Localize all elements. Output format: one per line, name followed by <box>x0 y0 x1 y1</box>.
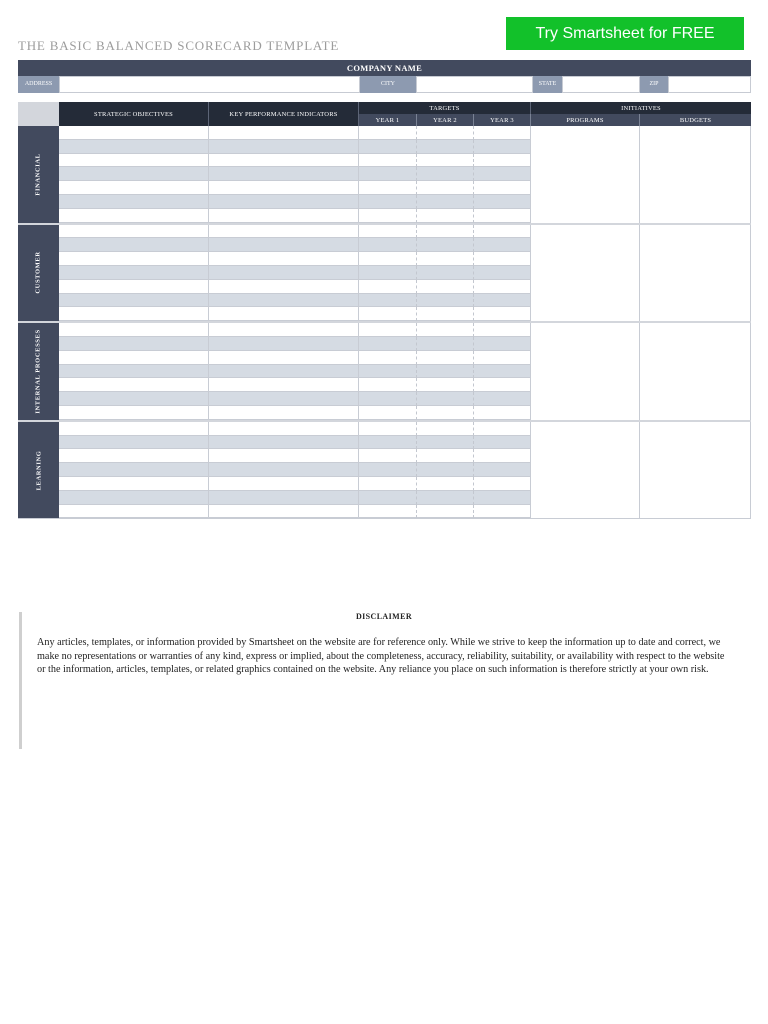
year2-cell[interactable] <box>417 252 474 266</box>
year2-cell[interactable] <box>417 280 474 294</box>
year2-cell[interactable] <box>417 266 474 280</box>
objective-cell[interactable] <box>59 378 209 392</box>
year3-cell[interactable] <box>474 378 531 392</box>
kpi-cell[interactable] <box>209 463 359 477</box>
address-label: ADDRESS <box>18 76 59 93</box>
city-field[interactable] <box>416 76 533 93</box>
year3-cell[interactable] <box>474 209 531 223</box>
col-year3: YEAR 3 <box>474 114 531 126</box>
kpi-cell[interactable] <box>209 181 359 195</box>
objective-cell[interactable] <box>59 477 209 491</box>
objective-cell[interactable] <box>59 491 209 505</box>
year2-cell[interactable] <box>417 365 474 379</box>
objective-cell[interactable] <box>59 209 209 223</box>
year1-cell[interactable] <box>359 140 417 154</box>
programs-cell[interactable] <box>531 422 640 519</box>
year3-cell[interactable] <box>474 252 531 266</box>
year3-cell[interactable] <box>474 505 531 519</box>
year2-cell[interactable] <box>417 505 474 519</box>
disclaimer-bar <box>19 612 22 749</box>
year3-cell[interactable] <box>474 422 531 436</box>
zip-label: ZIP <box>640 76 668 93</box>
year3-cell[interactable] <box>474 365 531 379</box>
state-field[interactable] <box>562 76 640 93</box>
programs-cell[interactable] <box>531 323 640 420</box>
year1-cell[interactable] <box>359 351 417 365</box>
year3-cell[interactable] <box>474 323 531 337</box>
kpi-cell[interactable] <box>209 449 359 463</box>
year2-cell[interactable] <box>417 167 474 181</box>
year1-cell[interactable] <box>359 491 417 505</box>
col-budgets: BUDGETS <box>640 114 751 126</box>
objective-cell[interactable] <box>59 392 209 406</box>
objective-cell[interactable] <box>59 323 209 337</box>
kpi-cell[interactable] <box>209 491 359 505</box>
year1-cell[interactable] <box>359 323 417 337</box>
kpi-cell[interactable] <box>209 307 359 321</box>
col-programs: PROGRAMS <box>531 114 640 126</box>
year2-cell[interactable] <box>417 209 474 223</box>
objective-cell[interactable] <box>59 449 209 463</box>
kpi-cell[interactable] <box>209 225 359 239</box>
year3-cell[interactable] <box>474 337 531 351</box>
objective-cell[interactable] <box>59 294 209 308</box>
kpi-cell[interactable] <box>209 477 359 491</box>
year1-cell[interactable] <box>359 378 417 392</box>
kpi-cell[interactable] <box>209 351 359 365</box>
section-label-financial <box>18 126 59 223</box>
year1-cell[interactable] <box>359 436 417 450</box>
year1-cell[interactable] <box>359 365 417 379</box>
year2-cell[interactable] <box>417 422 474 436</box>
budgets-cell[interactable] <box>640 225 751 322</box>
year1-cell[interactable] <box>359 154 417 168</box>
year2-cell[interactable] <box>417 181 474 195</box>
col-strategic-objectives: STRATEGIC OBJECTIVES <box>59 102 209 126</box>
year3-cell[interactable] <box>474 307 531 321</box>
year1-cell[interactable] <box>359 505 417 519</box>
year1-cell[interactable] <box>359 307 417 321</box>
year3-cell[interactable] <box>474 463 531 477</box>
kpi-cell[interactable] <box>209 167 359 181</box>
objective-cell[interactable] <box>59 181 209 195</box>
year1-cell[interactable] <box>359 167 417 181</box>
year2-cell[interactable] <box>417 154 474 168</box>
year3-cell[interactable] <box>474 126 531 140</box>
page-title: THE BASIC BALANCED SCORECARD TEMPLATE <box>18 38 340 53</box>
year3-cell[interactable] <box>474 392 531 406</box>
col-year2: YEAR 2 <box>417 114 474 126</box>
section-label-text: FINANCIAL <box>35 153 42 196</box>
col-year1: YEAR 1 <box>359 114 417 126</box>
kpi-cell[interactable] <box>209 406 359 420</box>
year3-cell[interactable] <box>474 225 531 239</box>
year2-cell[interactable] <box>417 126 474 140</box>
kpi-cell[interactable] <box>209 422 359 436</box>
kpi-cell[interactable] <box>209 209 359 223</box>
kpi-cell[interactable] <box>209 436 359 450</box>
objective-cell[interactable] <box>59 463 209 477</box>
year1-cell[interactable] <box>359 294 417 308</box>
kpi-cell[interactable] <box>209 266 359 280</box>
objective-cell[interactable] <box>59 280 209 294</box>
section-label-customer <box>18 225 59 322</box>
year1-cell[interactable] <box>359 406 417 420</box>
objective-cell[interactable] <box>59 195 209 209</box>
zip-field[interactable] <box>668 76 751 93</box>
objective-cell[interactable] <box>59 252 209 266</box>
year1-cell[interactable] <box>359 422 417 436</box>
year2-cell[interactable] <box>417 463 474 477</box>
year2-cell[interactable] <box>417 491 474 505</box>
year1-cell[interactable] <box>359 195 417 209</box>
kpi-cell[interactable] <box>209 126 359 140</box>
year3-cell[interactable] <box>474 449 531 463</box>
year2-cell[interactable] <box>417 323 474 337</box>
kpi-cell[interactable] <box>209 154 359 168</box>
year1-cell[interactable] <box>359 181 417 195</box>
year3-cell[interactable] <box>474 280 531 294</box>
year3-cell[interactable] <box>474 436 531 450</box>
year2-cell[interactable] <box>417 477 474 491</box>
year3-cell[interactable] <box>474 181 531 195</box>
section-label-internal-processes <box>18 323 59 420</box>
year3-cell[interactable] <box>474 167 531 181</box>
state-label: STATE <box>533 76 562 93</box>
programs-cell[interactable] <box>531 225 640 322</box>
year1-cell[interactable] <box>359 337 417 351</box>
kpi-cell[interactable] <box>209 392 359 406</box>
objective-cell[interactable] <box>59 337 209 351</box>
year3-cell[interactable] <box>474 406 531 420</box>
table-bottom-border <box>18 518 751 519</box>
section-label-text: INTERNAL PROCESSES <box>35 329 42 414</box>
year3-cell[interactable] <box>474 266 531 280</box>
year1-cell[interactable] <box>359 238 417 252</box>
kpi-cell[interactable] <box>209 337 359 351</box>
disclaimer-title: DISCLAIMER <box>355 612 412 621</box>
year2-cell[interactable] <box>417 436 474 450</box>
disclaimer-text: Any articles, templates, or information provided by Smartsheet on the website are for reference only. While we strive to keep the information up to date and correct, we make no representations or warranties of any kind, express or implied, about the completeness, accuracy, reliability, suitability, or availability with respect to the website or the information, articles, templates, or related graphics contained on the website. Any reliance you place on such information is therefore strictly at your own risk. <box>37 637 725 676</box>
kpi-cell[interactable] <box>209 140 359 154</box>
objective-cell[interactable] <box>59 154 209 168</box>
year3-cell[interactable] <box>474 491 531 505</box>
objective-cell[interactable] <box>59 266 209 280</box>
address-row <box>18 76 751 93</box>
year2-cell[interactable] <box>417 406 474 420</box>
col-initiatives: INITIATIVES <box>531 102 751 114</box>
year3-cell[interactable] <box>474 294 531 308</box>
objective-cell[interactable] <box>59 238 209 252</box>
year2-cell[interactable] <box>417 351 474 365</box>
kpi-cell[interactable] <box>209 294 359 308</box>
year3-cell[interactable] <box>474 195 531 209</box>
year1-cell[interactable] <box>359 463 417 477</box>
kpi-cell[interactable] <box>209 238 359 252</box>
year2-cell[interactable] <box>417 337 474 351</box>
budgets-cell[interactable] <box>640 126 751 223</box>
year1-cell[interactable] <box>359 266 417 280</box>
section-label-text: CUSTOMER <box>35 251 42 295</box>
year2-cell[interactable] <box>417 307 474 321</box>
budgets-cell[interactable] <box>640 422 751 519</box>
objective-cell[interactable] <box>59 126 209 140</box>
year1-cell[interactable] <box>359 225 417 239</box>
budgets-cell[interactable] <box>640 323 751 420</box>
objective-cell[interactable] <box>59 505 209 519</box>
year2-cell[interactable] <box>417 392 474 406</box>
section-label-text: LEARNING <box>35 450 42 491</box>
objective-cell[interactable] <box>59 406 209 420</box>
year3-cell[interactable] <box>474 477 531 491</box>
section-label-learning <box>18 422 59 519</box>
kpi-cell[interactable] <box>209 378 359 392</box>
objective-cell[interactable] <box>59 365 209 379</box>
company-name-header: COMPANY NAME <box>18 60 751 76</box>
year1-cell[interactable] <box>359 126 417 140</box>
city-label: CITY <box>360 76 416 93</box>
kpi-cell[interactable] <box>209 323 359 337</box>
objective-cell[interactable] <box>59 307 209 321</box>
programs-cell[interactable] <box>531 126 640 223</box>
kpi-cell[interactable] <box>209 505 359 519</box>
year1-cell[interactable] <box>359 209 417 223</box>
kpi-cell[interactable] <box>209 252 359 266</box>
objective-cell[interactable] <box>59 225 209 239</box>
year2-cell[interactable] <box>417 195 474 209</box>
kpi-cell[interactable] <box>209 280 359 294</box>
kpi-cell[interactable] <box>209 365 359 379</box>
year1-cell[interactable] <box>359 449 417 463</box>
year2-cell[interactable] <box>417 238 474 252</box>
address-field[interactable] <box>59 76 360 93</box>
year1-cell[interactable] <box>359 280 417 294</box>
objective-cell[interactable] <box>59 422 209 436</box>
year2-cell[interactable] <box>417 378 474 392</box>
year3-cell[interactable] <box>474 140 531 154</box>
col-targets: TARGETS <box>359 102 531 114</box>
year3-cell[interactable] <box>474 351 531 365</box>
year3-cell[interactable] <box>474 154 531 168</box>
try-smartsheet-button[interactable]: Try Smartsheet for FREE <box>506 17 744 50</box>
year2-cell[interactable] <box>417 225 474 239</box>
header-corner <box>18 102 59 126</box>
objective-cell[interactable] <box>59 436 209 450</box>
year3-cell[interactable] <box>474 238 531 252</box>
objective-cell[interactable] <box>59 351 209 365</box>
objective-cell[interactable] <box>59 140 209 154</box>
year1-cell[interactable] <box>359 252 417 266</box>
year2-cell[interactable] <box>417 140 474 154</box>
year2-cell[interactable] <box>417 294 474 308</box>
year1-cell[interactable] <box>359 477 417 491</box>
objective-cell[interactable] <box>59 167 209 181</box>
year1-cell[interactable] <box>359 392 417 406</box>
kpi-cell[interactable] <box>209 195 359 209</box>
col-kpis: KEY PERFORMANCE INDICATORS <box>209 102 359 126</box>
year2-cell[interactable] <box>417 449 474 463</box>
